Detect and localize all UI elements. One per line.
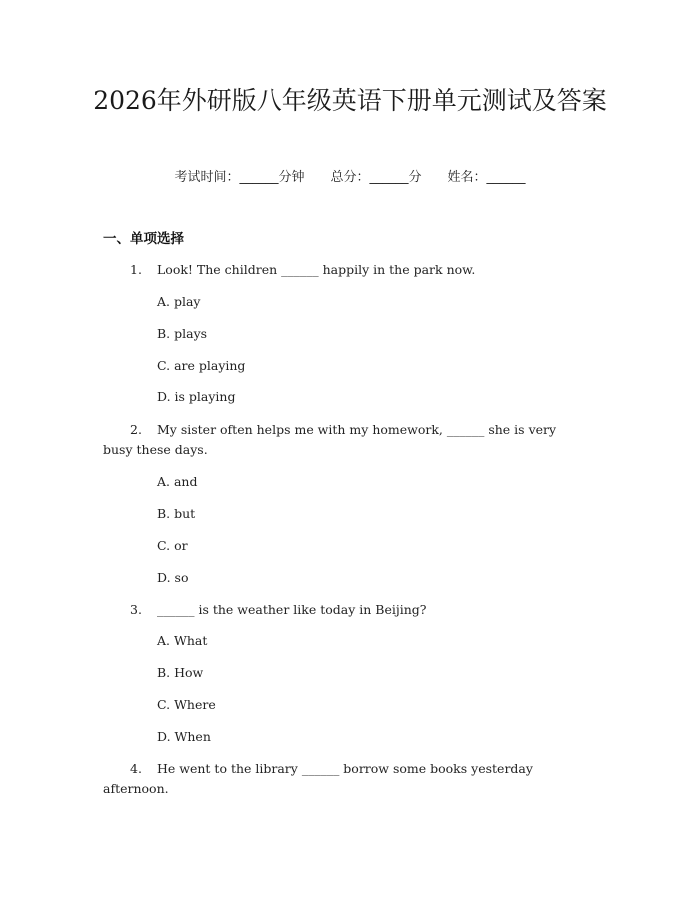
option-c: C. are playing <box>157 358 246 373</box>
option-d: D. is playing <box>157 389 236 404</box>
question-text-continued: busy these days. <box>103 442 208 457</box>
option-b: B. How <box>157 665 204 680</box>
exam-info <box>0 168 700 188</box>
section-heading: 一、单项选择 <box>103 231 184 247</box>
option-a: A. play <box>157 294 201 309</box>
question-number: 3. <box>130 602 142 617</box>
question-number: 2. <box>130 422 142 437</box>
option-b: B. plays <box>157 326 208 341</box>
question-4 <box>103 759 583 799</box>
option-d: D. so <box>157 570 189 585</box>
question-3 <box>103 600 583 620</box>
question-number: 1. <box>130 262 142 277</box>
option-c: C. Where <box>157 697 216 712</box>
option-a: A. What <box>157 633 208 648</box>
question-text: ______ is the weather like today in Beijing? <box>157 602 427 617</box>
question-number: 4. <box>130 761 142 776</box>
page-title: 2026年外研版八年级英语下册单元测试及答案 <box>93 86 607 115</box>
exam-time-label: 考试时间：______分钟 <box>174 170 305 185</box>
question-text: My sister often helps me with my homework, ______ she is very <box>157 422 557 437</box>
option-a: A. and <box>157 474 198 489</box>
option-b: B. but <box>157 506 196 521</box>
question-text: He went to the library ______ borrow some books yesterday <box>157 761 533 776</box>
question-2 <box>103 420 583 460</box>
question-text-continued: afternoon. <box>103 781 169 796</box>
option-d: D. When <box>157 729 211 744</box>
total-score-label: 总分：______分 <box>330 170 422 185</box>
name-label: 姓名：______ <box>447 170 526 185</box>
option-c: C. or <box>157 538 188 553</box>
question-text: Look! The children ______ happily in the park now. <box>157 262 476 277</box>
question-1 <box>103 260 583 280</box>
